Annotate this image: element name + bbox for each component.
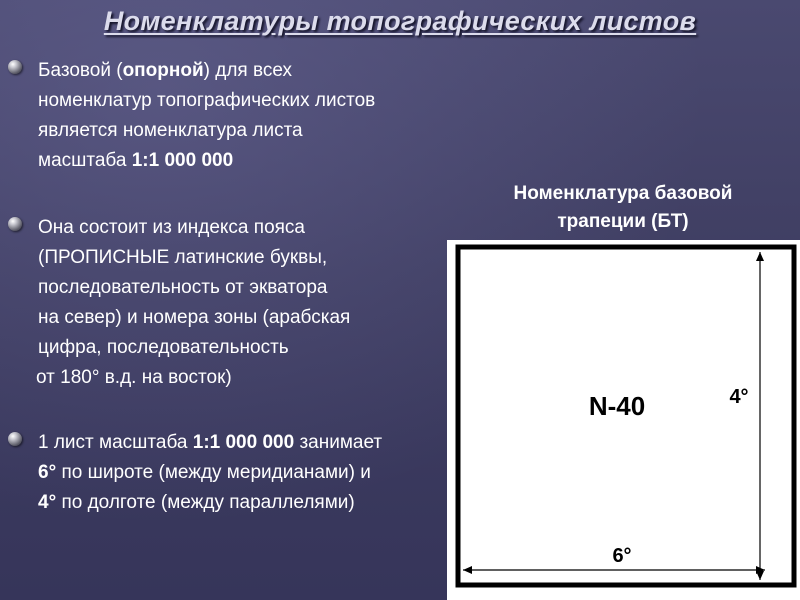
bullet-line: [38, 458, 428, 488]
bullet-line: [38, 116, 428, 146]
slide-title: Номенклатуры топографических листов: [103, 6, 697, 36]
width-label: 6°: [612, 545, 632, 567]
bullet-icon: [8, 60, 22, 74]
bullet-line-text: последовательность от экватора: [38, 277, 328, 298]
height-label: 4°: [729, 386, 749, 408]
bullet-bold-text: 4°: [38, 492, 57, 513]
bullet-line: [38, 146, 428, 176]
bullet-icon: [8, 217, 22, 231]
bullet-line: [38, 56, 428, 86]
bullet-line-text: занимает: [294, 432, 383, 453]
bullet-line: [38, 488, 428, 518]
bullet-line: [38, 273, 428, 303]
bullet-line: [38, 213, 428, 243]
bullet-line: [38, 303, 428, 333]
bullet-icon: [8, 432, 22, 446]
bullet-line-text: номенклатур топографических листов: [38, 90, 376, 111]
bullet-text: [38, 56, 428, 176]
bullet-line: [38, 333, 428, 363]
bullet-line-text: (ПРОПИСНЫЕ латинские буквы,: [38, 247, 328, 268]
bullet-line-text: Базовой (: [38, 60, 123, 81]
trapezoid-diagram-svg: [447, 240, 800, 600]
diagram-caption: [478, 180, 768, 236]
bullet-line-text: от 180° в.д. на восток): [36, 367, 232, 388]
trapezoid-diagram: [447, 240, 800, 600]
bullet-line: [38, 86, 428, 116]
sheet-label: N-40: [588, 391, 646, 421]
bullet-line: [38, 243, 428, 273]
bullet-line-text: является номенклатура листа: [38, 120, 303, 141]
bullet-text: [38, 428, 428, 518]
bullet-line: [38, 428, 428, 458]
bullet-line-text: по долготе (между параллелями): [56, 492, 355, 513]
bullet-bold-text: 1:1 000 000: [131, 150, 234, 171]
bullet-line-text: цифра, последовательность: [38, 337, 289, 358]
bullet-line-text: на север) и номера зоны (арабская: [38, 307, 351, 328]
bullet-line-text: масштаба: [38, 150, 132, 171]
bullet-line-text: 1 лист масштаба: [38, 432, 193, 453]
diagram-caption-line: Номенклатура базовой: [513, 183, 733, 204]
bullet-bold-text: 6°: [38, 462, 57, 483]
bullet-bold-text: опорной: [122, 60, 204, 81]
bullet-line-text: Она состоит из индекса пояса: [38, 217, 305, 238]
bullet-bold-text: 1:1 000 000: [192, 432, 295, 453]
bullet-text: [38, 213, 428, 393]
bullet-line-text: по широте (между меридианами) и: [56, 462, 371, 483]
bullet-line: [36, 363, 428, 393]
diagram-caption-line: трапеции (БТ): [557, 211, 689, 232]
bullet-line-text: ) для всех: [203, 60, 293, 81]
